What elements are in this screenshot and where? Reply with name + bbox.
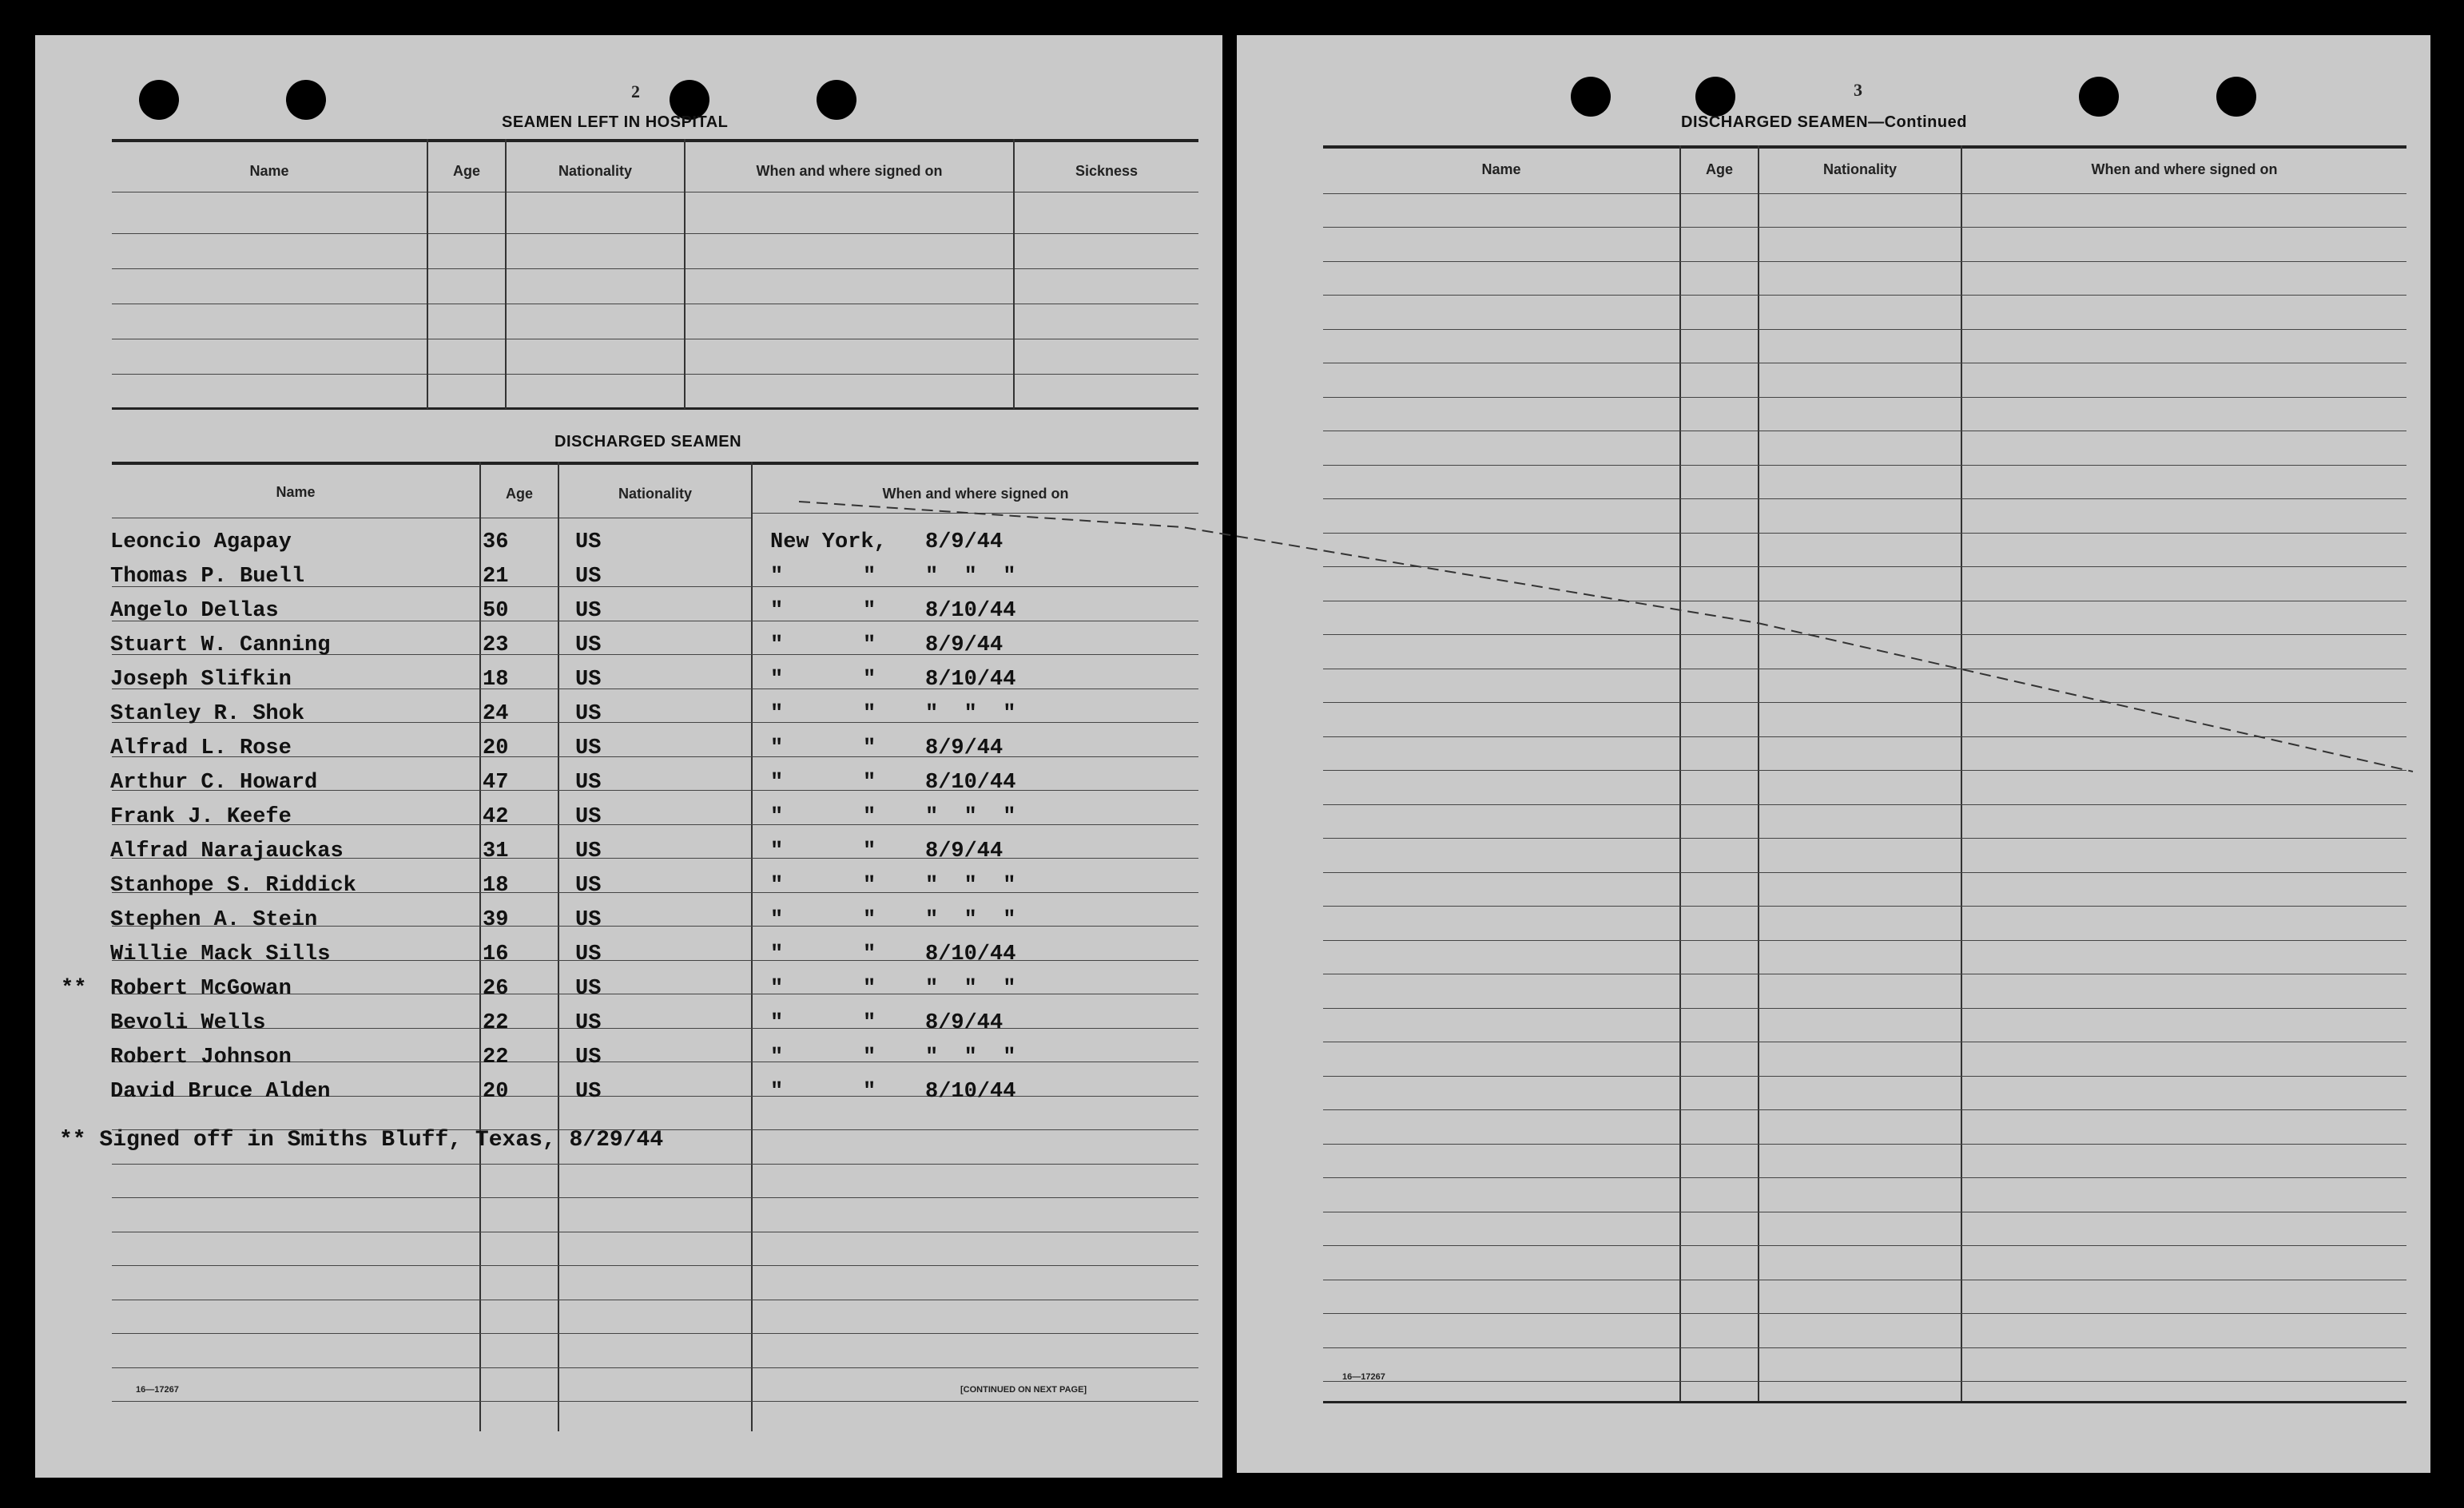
seaman-age: 20 <box>483 736 509 760</box>
signed-on-date: 8/10/44 <box>925 771 1016 795</box>
seaman-nationality: US <box>575 599 602 623</box>
seaman-nationality: US <box>575 530 602 554</box>
signed-on-ditto: " <box>863 599 876 623</box>
seaman-nationality: US <box>575 839 602 863</box>
footnote: ** Signed off in Smiths Bluff, Texas, 8/29/44 <box>59 1128 664 1153</box>
col-header-nationality: Nationality <box>618 486 692 502</box>
seaman-name: Robert Johnson <box>110 1046 292 1069</box>
seaman-name: Stanley R. Shok <box>110 702 305 726</box>
col-header-age: Age <box>452 163 480 179</box>
seaman-name: Leoncio Agapay <box>110 530 292 554</box>
signed-on-place: " <box>770 1011 784 1035</box>
signed-on-place: " <box>770 942 784 966</box>
seaman-age: 20 <box>483 1080 509 1104</box>
signed-on-ditto: " <box>863 977 876 1001</box>
signed-on-date: " " " <box>925 874 1016 898</box>
seaman-nationality: US <box>575 702 602 726</box>
seaman-nationality: US <box>575 1046 602 1069</box>
seaman-name: Stephen A. Stein <box>110 908 318 932</box>
signed-on-place: " <box>770 805 784 829</box>
col-header-name: Name <box>276 484 316 500</box>
col-header-signed-on: When and where signed on <box>882 486 1069 502</box>
seaman-nationality: US <box>575 908 602 932</box>
hospital-title: SEAMEN LEFT IN HOSPITAL <box>502 113 729 131</box>
seaman-age: 36 <box>483 530 509 554</box>
col-header-nationality: Nationality <box>1822 161 1897 177</box>
page-number: 2 <box>631 81 640 101</box>
signed-on-ditto: " <box>863 805 876 829</box>
signed-on-place: " <box>770 736 784 760</box>
seaman-age: 16 <box>483 942 509 966</box>
col-header-sickness: Sickness <box>1075 163 1139 179</box>
signed-on-date: 8/10/44 <box>925 1080 1016 1104</box>
seaman-nationality: US <box>575 633 602 657</box>
form-number: 16—17267 <box>136 1385 179 1395</box>
seaman-age: 39 <box>483 908 509 932</box>
signed-on-ditto: " <box>863 668 876 692</box>
seaman-name: Alfrad L. Rose <box>110 736 292 760</box>
signed-on-place: " <box>770 633 784 657</box>
signed-on-place: " <box>770 771 784 795</box>
signed-on-place: " <box>770 839 784 863</box>
signed-on-date: " " " <box>925 908 1016 932</box>
signed-on-place: " <box>770 702 784 726</box>
seaman-age: 18 <box>483 874 509 898</box>
signed-on-date: 8/9/44 <box>925 633 1003 657</box>
seaman-age: 24 <box>483 702 509 726</box>
signed-on-place: " <box>770 874 784 898</box>
seaman-age: 22 <box>483 1011 509 1035</box>
continued-note: [CONTINUED ON NEXT PAGE] <box>960 1385 1087 1395</box>
seaman-name: David Bruce Alden <box>110 1080 331 1104</box>
signed-on-ditto: " <box>863 1046 876 1069</box>
signed-on-date: " " " <box>925 805 1016 829</box>
seaman-nationality: US <box>575 805 602 829</box>
signed-on-ditto: " <box>863 874 876 898</box>
signed-on-ditto: " <box>863 702 876 726</box>
col-header-signed-on: When and where signed on <box>2091 161 2278 177</box>
signed-on-date: " " " <box>925 977 1016 1001</box>
signed-on-date: 8/10/44 <box>925 668 1016 692</box>
col-header-age: Age <box>505 486 533 502</box>
seaman-name: Arthur C. Howard <box>110 771 318 795</box>
signed-on-date: 8/9/44 <box>925 839 1003 863</box>
seaman-age: 42 <box>483 805 509 829</box>
signed-on-ditto: " <box>863 565 876 589</box>
page-number: 3 <box>1854 80 1862 100</box>
signed-on-date: 8/10/44 <box>925 599 1016 623</box>
signed-on-place: " <box>770 1080 784 1104</box>
seaman-age: 26 <box>483 977 509 1001</box>
col-header-nationality: Nationality <box>558 163 632 179</box>
seaman-age: 47 <box>483 771 509 795</box>
seaman-nationality: US <box>575 1080 602 1104</box>
seaman-age: 22 <box>483 1046 509 1069</box>
signed-on-place: " <box>770 977 784 1001</box>
signed-on-ditto: " <box>863 736 876 760</box>
seaman-age: 21 <box>483 565 509 589</box>
seaman-nationality: US <box>575 1011 602 1035</box>
col-header-signed-on: When and where signed on <box>756 163 943 179</box>
signed-on-place: " <box>770 565 784 589</box>
signed-on-date: 8/9/44 <box>925 530 1003 554</box>
signed-on-date: 8/9/44 <box>925 736 1003 760</box>
signed-on-ditto: " <box>863 1011 876 1035</box>
col-header-age: Age <box>1705 161 1733 177</box>
row-mark: ** <box>61 977 87 1001</box>
seaman-name: Thomas P. Buell <box>110 565 305 589</box>
signed-on-place: New York, <box>770 530 887 554</box>
form-number: 16—17267 <box>1342 1372 1385 1382</box>
seaman-name: Willie Mack Sills <box>110 942 331 966</box>
seaman-name: Joseph Slifkin <box>110 668 292 692</box>
signed-on-place: " <box>770 1046 784 1069</box>
seaman-nationality: US <box>575 977 602 1001</box>
discharged-title: DISCHARGED SEAMEN <box>554 433 742 450</box>
seaman-name: Stuart W. Canning <box>110 633 331 657</box>
seaman-age: 31 <box>483 839 509 863</box>
seaman-name: Robert McGowan <box>110 977 292 1001</box>
seaman-name: Bevoli Wells <box>110 1011 266 1035</box>
col-header-name: Name <box>249 163 289 179</box>
signed-on-ditto: " <box>863 771 876 795</box>
signed-on-ditto: " <box>863 1080 876 1104</box>
signed-on-place: " <box>770 668 784 692</box>
seaman-name: Frank J. Keefe <box>110 805 292 829</box>
signed-on-date: " " " <box>925 702 1016 726</box>
seaman-age: 50 <box>483 599 509 623</box>
signed-on-date: 8/9/44 <box>925 1011 1003 1035</box>
seaman-nationality: US <box>575 942 602 966</box>
signed-on-ditto: " <box>863 908 876 932</box>
seaman-name: Alfrad Narajauckas <box>110 839 344 863</box>
signed-on-ditto: " <box>863 633 876 657</box>
seaman-name: Stanhope S. Riddick <box>110 874 356 898</box>
signed-on-ditto: " <box>863 942 876 966</box>
signed-on-place: " <box>770 599 784 623</box>
seaman-nationality: US <box>575 874 602 898</box>
seaman-age: 18 <box>483 668 509 692</box>
seaman-nationality: US <box>575 565 602 589</box>
seaman-name: Angelo Dellas <box>110 599 279 623</box>
col-header-name: Name <box>1481 161 1521 177</box>
signed-on-place: " <box>770 908 784 932</box>
seaman-nationality: US <box>575 771 602 795</box>
signed-on-date: " " " <box>925 1046 1016 1069</box>
discharged-continued-title: DISCHARGED SEAMEN—Continued <box>1681 113 1967 131</box>
seaman-nationality: US <box>575 668 602 692</box>
signed-on-ditto: " <box>863 839 876 863</box>
signed-on-date: " " " <box>925 565 1016 589</box>
seaman-nationality: US <box>575 736 602 760</box>
signed-on-date: 8/10/44 <box>925 942 1016 966</box>
seaman-age: 23 <box>483 633 509 657</box>
